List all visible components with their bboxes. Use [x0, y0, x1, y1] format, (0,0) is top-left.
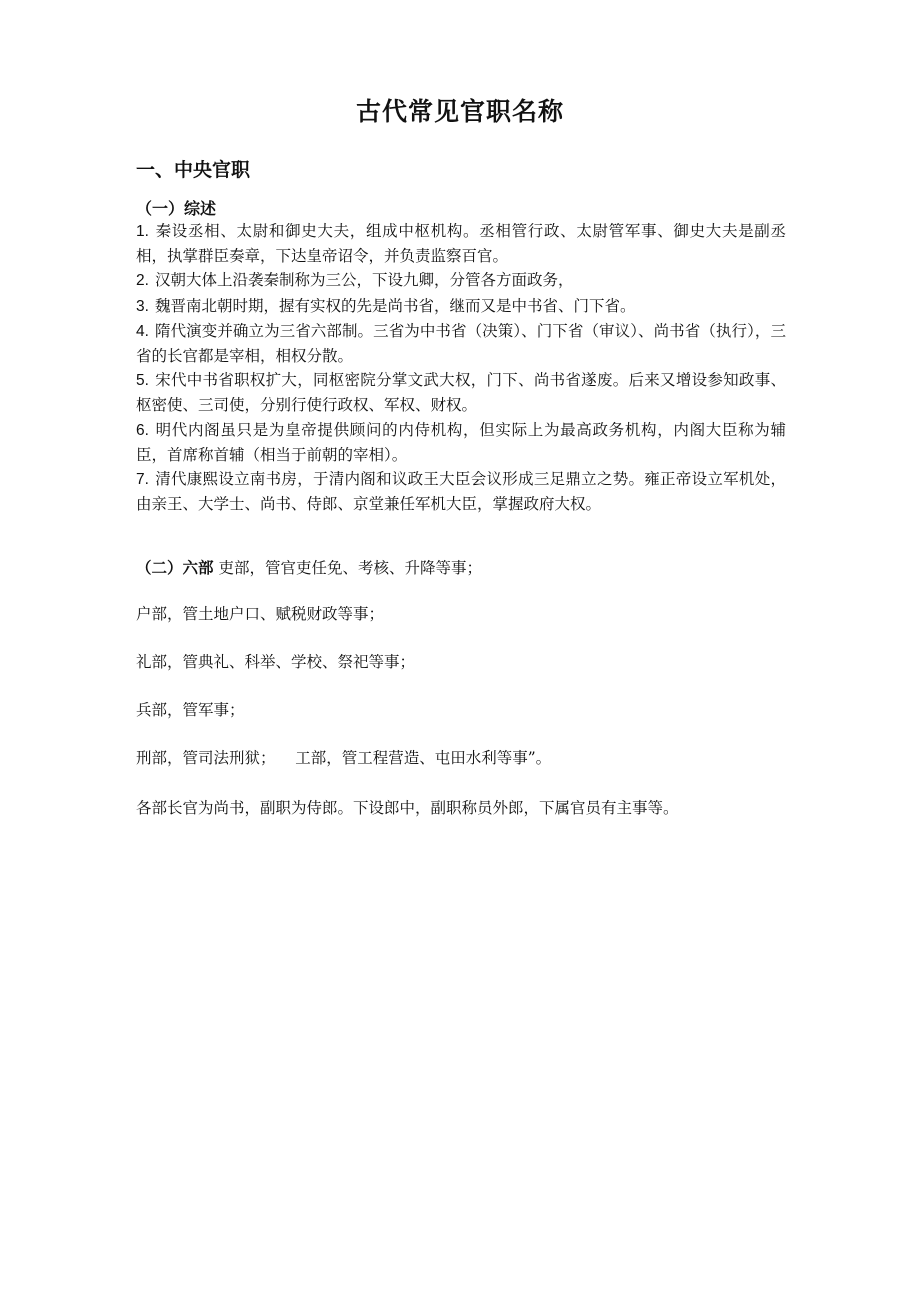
list-item — [136, 294, 786, 319]
item-number: 4. — [136, 322, 149, 340]
hu-bu-paragraph: 户部，管土地户口、赋税财政等事； — [136, 605, 385, 623]
xing-bu-text: 刑部，管司法刑狱； — [136, 749, 276, 767]
list-item — [136, 368, 786, 417]
item-number: 3. — [136, 297, 149, 315]
item-number: 2. — [136, 272, 149, 290]
item-text: 秦设丞相、太尉和御史大夫，组成中枢机构。丞相管行政、太尉管军事、御史大夫是副丞相，执掌群臣奏章，下达皇帝诏令，并负责监察百官。 — [136, 222, 786, 266]
overview-heading: （一）综述 — [136, 199, 217, 218]
ministries-summary-paragraph: 各部长官为尚书，副职为侍郎。下设郎中，副职称员外郎，下属官员有主事等。 — [136, 799, 679, 817]
gong-bu-text: 工部，管工程营造、屯田水利等事”。 — [295, 749, 552, 767]
item-text: 魏晋南北朝时期，握有实权的先是尚书省，继而又是中书省、门下省。 — [154, 296, 636, 315]
item-number: 5. — [136, 372, 149, 390]
ministries-intro-paragraph — [136, 556, 796, 580]
li-bu-text: 吏部，管官吏任免、考核、升降等事； — [218, 559, 482, 577]
list-item — [136, 467, 786, 516]
item-text: 明代内阁虽只是为皇帝提供顾问的内侍机构，但实际上为最高政务机构，内阁大臣称为辅臣，首席称首辅（相当于前朝的宰相）。 — [136, 420, 786, 464]
item-text: 清代康熙设立南书房，于清内阁和议政王大臣会议形成三足鼎立之势。雍正帝设立军机处，由亲王、大学士、尚书、侍郎、京堂兼任军机大臣，掌握政府大权。 — [136, 470, 786, 514]
xing-gong-paragraph — [136, 746, 796, 770]
item-text: 汉朝大体上沿袭秦制称为三公，下设九卿，分管各方面政务， — [154, 271, 574, 290]
li-bu-rites-paragraph: 礼部，管典礼、科举、学校、祭祀等事； — [136, 653, 416, 671]
item-text: 隋代演变并确立为三省六部制。三省为中书省（决策）、门下省（审议）、尚书省（执行），三省的长官都是宰相，相权分散。 — [136, 321, 786, 366]
overview-list — [136, 219, 786, 516]
list-item — [136, 219, 786, 268]
item-number: 7. — [136, 471, 149, 489]
item-number: 1. — [136, 223, 149, 240]
item-number: 6. — [136, 421, 149, 439]
list-item — [136, 319, 786, 368]
bing-bu-paragraph: 兵部，管军事； — [136, 701, 245, 719]
ministries-heading: （二）六部 — [136, 559, 214, 577]
section-heading: 一、中央官职 — [136, 159, 251, 181]
item-text: 宋代中书省职权扩大，同枢密院分掌文武大权，门下、尚书省遂废。后来又增设参知政事、枢密使、三司使，分别行使行政权、军权、财权。 — [136, 371, 786, 415]
list-item — [136, 268, 786, 293]
page-title: 古代常见官职名称 — [355, 97, 564, 126]
list-item — [136, 418, 786, 467]
